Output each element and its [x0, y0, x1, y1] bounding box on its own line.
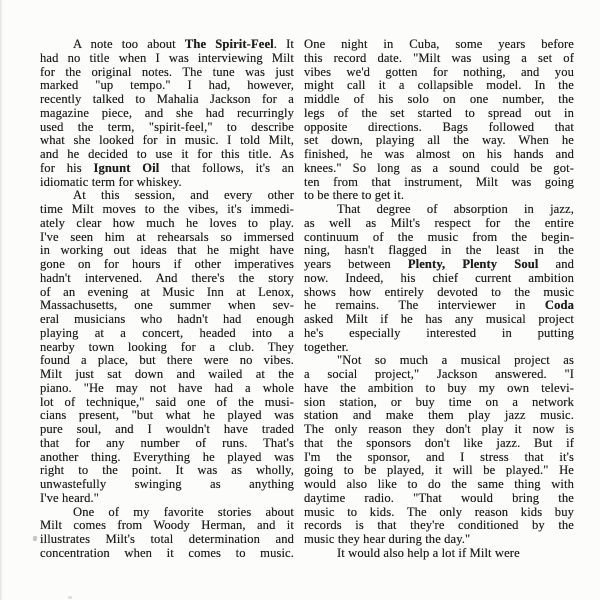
text-line: ately clear how much he loves to play. [40, 215, 294, 230]
text-line: records is that they're conditioned by the [304, 518, 574, 533]
text-line: used the term, "spirit-feel," to describe [40, 119, 294, 134]
text-line: A note too about The Spirit-Feel. It [73, 37, 294, 51]
text-column-left [40, 38, 294, 561]
text-line: years between Plenty, Plenty Soul and [304, 257, 575, 271]
text-line: for the original notes. The tune was just [40, 64, 294, 79]
text-line: marked "up tempo." I had, however, [40, 78, 294, 93]
text-line: music to kids. The only reason kids buy [304, 504, 574, 519]
text-line: That degree of absorption in jazz, [337, 202, 574, 216]
text-line: gone on for hours if other imperatives [40, 257, 294, 271]
text-line: that the sponsors don't like jazz. But if [304, 435, 574, 450]
text-line: continuum of the music from the begin- [304, 229, 574, 244]
text-line: of an evening at Music Inn at Lenox, [40, 284, 294, 299]
text-line: playing at a concert, headed into a [40, 325, 294, 340]
text-line: legs of the set started to spread out in [304, 105, 574, 120]
text-line: vibes we'd gotten for nothing, and you [304, 64, 574, 79]
text-line: have the ambition to buy my own televi- [304, 380, 574, 395]
text-line: lot of technique," said one of the musi- [40, 394, 294, 409]
text-line: finished, he was almost on his hands and [304, 147, 574, 161]
text-line: set down, playing all the way. When he [304, 133, 574, 148]
text-line: daytime radio. "That would bring the [304, 490, 574, 505]
text-line: station and make them play jazz music. [304, 408, 574, 423]
text-line: The only reason they don't play it now is [304, 422, 574, 436]
text-line: Massachusetts, one summer when sev- [40, 298, 294, 313]
text-line: going to be played, it will be played." He [304, 463, 574, 478]
text-line: One of my favorite stories about [73, 504, 294, 519]
text-line: found a place, but there were no vibes. [40, 353, 294, 368]
text-line: knees." So long as a sound could be got- [304, 160, 574, 175]
text-line: and he decided to use it for this title. As [40, 147, 294, 161]
text-line: another thing. Everything he played was [40, 449, 294, 464]
text-line: eral musicians who hadn't had enough [40, 312, 294, 326]
text-line: what she looked for in music. I told Milt, [40, 133, 294, 148]
text-line: ning, hasn't flagged in the least in the [304, 243, 574, 258]
text-line: had no title when I was interviewing Milt [40, 50, 294, 65]
text-line: hadn't intervened. And there's the story [40, 270, 294, 285]
text-line: opposite directions. Bags followed that [304, 119, 574, 134]
page-edge-shadow [0, 0, 3, 600]
text-line: I'm the sponsor, and I stress that it's [304, 449, 574, 464]
text-line: time Milt moves to the vibes, it's immedi- [40, 202, 294, 216]
text-line: nearby town looking for a club. They [40, 339, 294, 354]
text-line: to be there to get it. [304, 188, 405, 203]
text-line: this record date. "Milt was using a set of [304, 50, 574, 65]
text-line: now. Indeed, his chief current ambition [304, 270, 574, 285]
text-line: concentration when it comes to music. [40, 545, 294, 560]
text-line: for his Ignunt Oil that follows, it's an [40, 160, 294, 175]
text-line: Milt comes from Woody Herman, and it [40, 518, 294, 533]
text-line: asked Milt if he has any musical project [304, 312, 574, 326]
text-line: in working out ideas that he might have [40, 243, 294, 258]
text-line: sion station, or buy time on a network [304, 394, 574, 409]
text-line: pure soul, and I wouldn't have traded [40, 422, 294, 436]
dust-speck [68, 596, 72, 599]
text-line: Milt just sat down and wailed at the [40, 367, 294, 381]
text-line: shows how entirely devoted to the music [304, 284, 574, 299]
text-line: piano. "He may not have had a whole [40, 380, 294, 395]
text-line: It would also help a lot if Milt were [337, 545, 520, 560]
text-line: as well as Milt's respect for the entire [304, 215, 574, 230]
text-line: I've seen him at rehearsals so immersed [40, 229, 294, 244]
dust-speck [33, 536, 38, 542]
text-line: music they hear during the day." [304, 532, 471, 546]
text-line: unwastefully swinging as anything [40, 477, 294, 491]
text-line: he remains. The interviewer in Coda [304, 298, 574, 313]
text-line: he's especially interested in putting [304, 325, 574, 340]
text-line: I've heard." [40, 490, 99, 505]
text-line: a social project," Jackson answered. "I [304, 367, 574, 381]
text-line: that for any number of runs. That's [40, 435, 294, 450]
text-line: idiomatic term for whiskey. [40, 174, 182, 189]
text-line: cians present, "but what he played was [40, 408, 294, 423]
text-line: might call it a collapsible model. In the [304, 78, 574, 93]
text-line: One night in Cuba, some years before [304, 37, 574, 51]
text-line: recently talked to Mahalia Jackson for a [40, 92, 294, 106]
text-line: magazine piece, and she had recurringly [40, 105, 294, 120]
text-line: right to the point. It was as wholly, [40, 463, 294, 478]
text-line: would also like to do the same thing with [304, 477, 574, 491]
text-line: together. [304, 339, 349, 354]
text-line: At this session, and every other [73, 188, 294, 203]
text-line: ten from that instrument, Milt was going [304, 174, 574, 189]
text-line: "Not so much a musical project as [337, 353, 574, 368]
text-column-right [304, 38, 574, 561]
text-line: illustrates Milt's total determination and [40, 532, 294, 546]
text-line: middle of his solo on one number, the [304, 92, 574, 106]
